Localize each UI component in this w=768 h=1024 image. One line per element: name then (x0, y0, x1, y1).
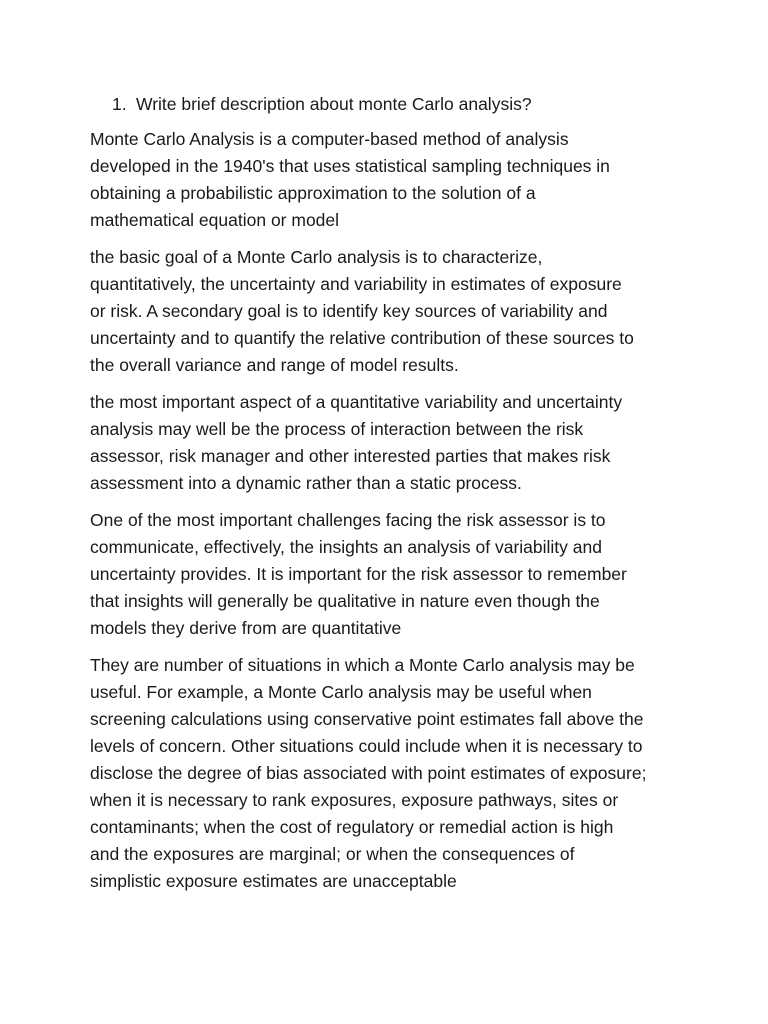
paragraph-line: One of the most important challenges facing the risk assessor is to (90, 510, 606, 530)
paragraph-line: disclose the degree of bias associated with point estimates of exposure; (90, 763, 647, 783)
paragraph-definition (90, 126, 690, 234)
paragraph-line: the basic goal of a Monte Carlo analysis is to characterize, (90, 247, 543, 267)
paragraph-line: assessment into a dynamic rather than a static process. (90, 473, 522, 493)
paragraph-challenges (90, 507, 690, 642)
question-item (90, 91, 690, 118)
paragraph-line: uncertainty and to quantify the relative contribution of these sources to (90, 328, 634, 348)
paragraph-line: quantitatively, the uncertainty and variability in estimates of exposure (90, 274, 622, 294)
question-number: 1. (112, 94, 127, 114)
paragraph-line: useful. For example, a Monte Carlo analysis may be useful when (90, 682, 592, 702)
paragraph-line: or risk. A secondary goal is to identify key sources of variability and (90, 301, 608, 321)
paragraph-line: screening calculations using conservative point estimates fall above the (90, 709, 644, 729)
paragraph-line: the most important aspect of a quantitative variability and uncertainty (90, 392, 623, 412)
paragraph-line: analysis may well be the process of interaction between the risk (90, 419, 584, 439)
paragraph-interaction (90, 389, 690, 497)
paragraph-line: communicate, effectively, the insights an analysis of variability and (90, 537, 602, 557)
paragraph-line: the overall variance and range of model results. (90, 355, 459, 375)
paragraph-goal (90, 244, 690, 379)
paragraph-line: simplistic exposure estimates are unacceptable (90, 871, 457, 891)
paragraph-line: uncertainty provides. It is important for the risk assessor to remember (90, 564, 627, 584)
paragraph-line: and the exposures are marginal; or when the consequences of (90, 844, 575, 864)
paragraph-line: obtaining a probabilistic approximation to the solution of a (90, 183, 536, 203)
paragraph-situations (90, 652, 690, 895)
paragraph-line: assessor, risk manager and other interested parties that makes risk (90, 446, 611, 466)
paragraph-line: contaminants; when the cost of regulatory or remedial action is high (90, 817, 614, 837)
paragraph-line: that insights will generally be qualitative in nature even though the (90, 591, 600, 611)
question-text: Write brief description about monte Carlo analysis? (136, 94, 532, 114)
paragraph-line: developed in the 1940's that uses statistical sampling techniques in (90, 156, 610, 176)
document-body (90, 91, 690, 905)
paragraph-line: levels of concern. Other situations could include when it is necessary to (90, 736, 643, 756)
paragraph-line: models they derive from are quantitative (90, 618, 402, 638)
paragraph-line: Monte Carlo Analysis is a computer-based method of analysis (90, 129, 569, 149)
paragraph-line: They are number of situations in which a Monte Carlo analysis may be (90, 655, 635, 675)
paragraph-line: mathematical equation or model (90, 210, 340, 230)
paragraph-line: when it is necessary to rank exposures, exposure pathways, sites or (90, 790, 619, 810)
